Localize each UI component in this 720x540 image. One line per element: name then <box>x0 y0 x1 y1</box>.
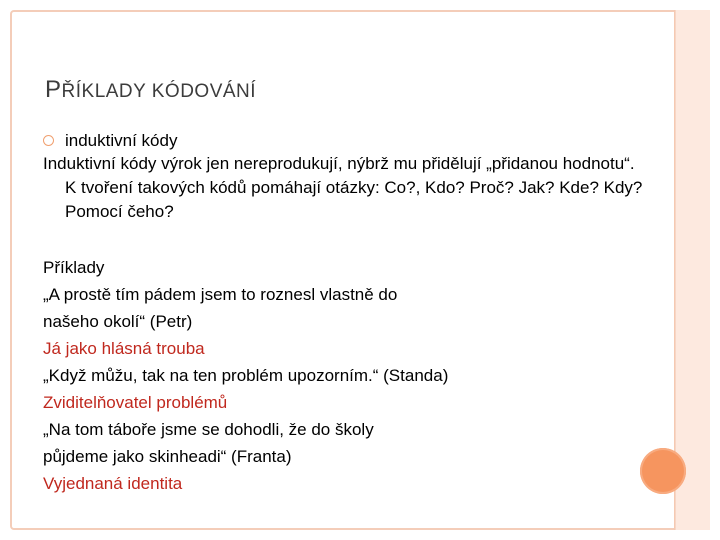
code-label: Zviditelňovatel problémů <box>43 393 228 412</box>
bullet-label: induktivní kódy <box>65 131 178 150</box>
slide-title <box>45 76 256 104</box>
examples-line: Příklady <box>43 258 105 277</box>
code-label: Já jako hlásná trouba <box>43 339 205 358</box>
decorative-band <box>675 10 710 530</box>
examples-line: „Když můžu, tak na ten problém upozorním.“ (Standa) <box>43 366 449 385</box>
code-label: Vyjednaná identita <box>43 474 183 493</box>
bullet-item <box>43 130 643 152</box>
slide-content <box>43 130 643 497</box>
decorative-circle <box>640 448 686 494</box>
examples-line: našeho okolí“ (Petr) <box>43 312 193 331</box>
examples-line: „Na tom táboře jsme se dohodli, že do školy <box>43 420 374 439</box>
examples-list <box>43 254 643 497</box>
examples-line: „A prostě tím pádem jsem to roznesl vlastně do <box>43 285 398 304</box>
title-initial: P <box>45 76 62 103</box>
definition-paragraph: Induktivní kódy výrok jen nereprodukují, nýbrž mu přidělují „přidanou hodnotu“. K tvoření takových kódů pomáhají otázky: Co?, Kdo? Proč? Jak? Kde? Kdy? Pomocí čeho? <box>43 154 643 221</box>
examples-line: půjdeme jako skinheadi“ (Franta) <box>43 447 292 466</box>
title-rest: ŘÍKLADY KÓDOVÁNÍ <box>61 81 257 102</box>
circle-bullet-icon <box>43 135 54 146</box>
